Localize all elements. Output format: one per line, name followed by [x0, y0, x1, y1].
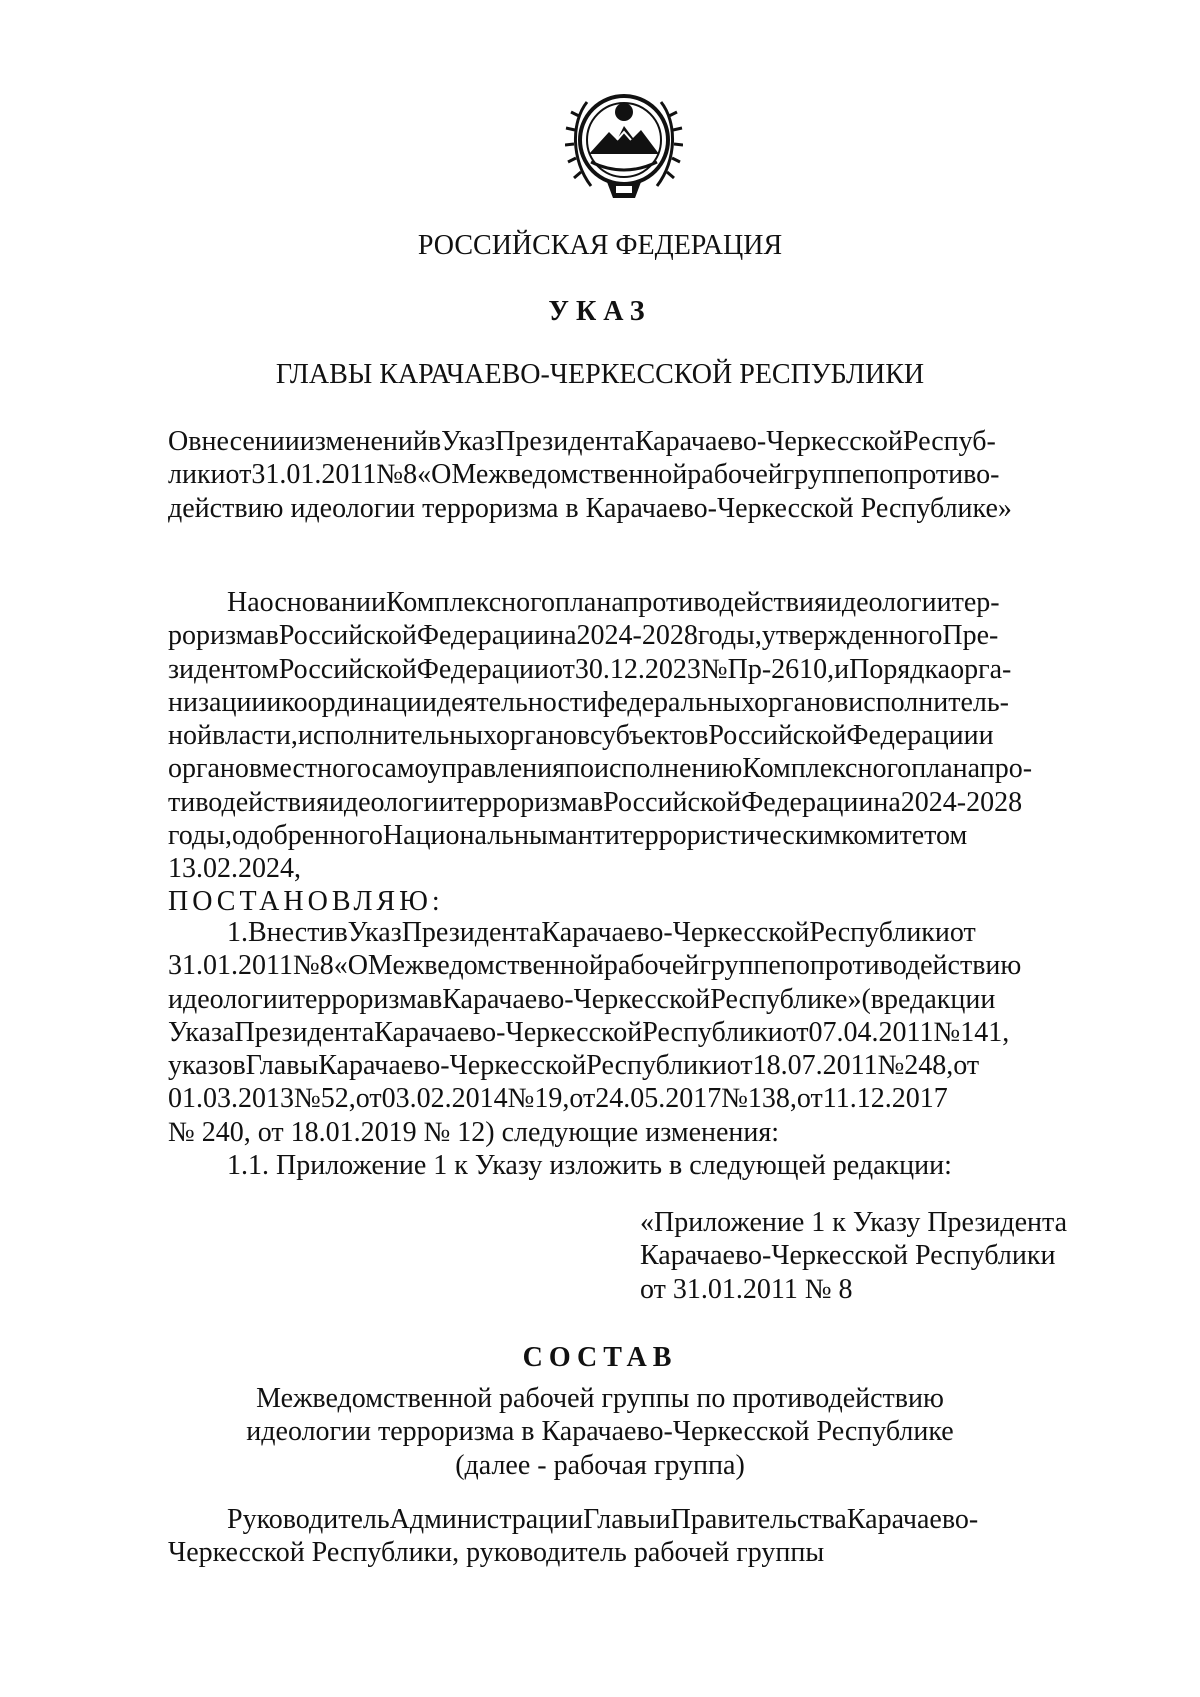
- appendix-approval-stamp: [640, 1206, 1067, 1306]
- basis-line: роризмавРоссийскойФедерациина2024-2028годы,утвержденногоПре-: [168, 620, 999, 652]
- basis-line: зидентомРоссийскойФедерацииот30.12.2023№Пр-2610,иПорядкаорга-: [168, 653, 1012, 685]
- basis-line: органовместногосамоуправленияпоисполнениюКомплексногопланапро-: [168, 753, 1033, 785]
- country-heading: РОССИЙСКАЯ ФЕДЕРАЦИЯ: [417, 230, 783, 261]
- group-head-entry: [168, 1503, 1083, 1570]
- title-line: ОвнесенииизмененийвУказПрезидентаКарачаево-ЧеркесскойРеспуб-: [168, 426, 996, 457]
- composition-subtitle-line: идеологии терроризма в Карачаево-Черкесской Республике: [246, 1416, 954, 1448]
- item-line: 1.ВнестивУказПрезидентаКарачаево-ЧеркесскойРеспубликиот: [227, 917, 976, 948]
- group-head-line: РуководительАдминистрацииГлавыиПравительстваКарачаево-: [227, 1504, 979, 1535]
- item-line: № 240, от 18.01.2019 № 12) следующие изменения:: [168, 1116, 780, 1148]
- approval-line: «Приложение 1 к Указу Президента: [640, 1207, 1068, 1238]
- document-title: [168, 425, 1083, 525]
- group-head-line: Черкесской Республики, руководитель рабочей группы: [168, 1537, 825, 1569]
- item-line: УказаПрезидентаКарачаево-ЧеркесскойРеспубликиот07.04.2011№141,: [168, 1016, 1010, 1048]
- basis-paragraph: [168, 586, 1083, 886]
- item-line: идеологиитерроризмавКарачаево-ЧеркесскойРеспублике»(вредакции: [168, 983, 996, 1015]
- basis-line: нойвласти,исполнительныхоргановсубъектовРоссийскойФедерациии: [168, 720, 994, 752]
- item-line: 01.03.2013№52,от03.02.2014№19,от24.05.2017№138,от11.12.2017: [168, 1083, 948, 1115]
- decree-word: ПОСТАНОВЛЯЮ:: [168, 886, 444, 917]
- item-line: 1.1. Приложение 1 к Указу изложить в следующей редакции:: [227, 1150, 952, 1182]
- decree-items: [168, 916, 1083, 1182]
- document-type-heading: УКАЗ: [548, 296, 652, 327]
- basis-line: 13.02.2024,: [168, 853, 301, 885]
- coat-of-arms-icon: [565, 82, 683, 212]
- composition-subtitle-line: (далее - рабочая группа): [455, 1449, 745, 1481]
- composition-heading: СОСТАВ: [522, 1342, 678, 1373]
- item-line: указовГлавыКарачаево-ЧеркесскойРеспубликиот18.07.2011№248,от: [168, 1050, 980, 1082]
- composition-subtitle: [0, 1382, 1200, 1482]
- basis-line: НаоснованииКомплексногопланапротиводействияидеологиитер-: [227, 587, 1000, 618]
- approval-line: Карачаево-Черкесской Республики: [640, 1240, 1056, 1272]
- basis-line: тиводействияидеологиитерроризмавРоссийскойФедерациина2024-2028: [168, 786, 1023, 818]
- title-line: ликиот31.01.2011№8«ОМежведомственнойрабочейгруппепопротиво-: [168, 459, 1000, 491]
- item-line: 31.01.2011№8«ОМежведомственнойрабочейгруппепопротиводействию: [168, 950, 1022, 982]
- issuer-heading: ГЛАВЫ КАРАЧАЕВО-ЧЕРКЕССКОЙ РЕСПУБЛИКИ: [275, 359, 925, 390]
- approval-line: от 31.01.2011 № 8: [640, 1273, 853, 1305]
- basis-line: годы,одобренногоНациональнымантитеррористическимкомитетом: [168, 820, 968, 852]
- title-line: действию идеологии терроризма в Карачаево-Черкесской Республике»: [168, 492, 1012, 524]
- composition-subtitle-line: Межведомственной рабочей группы по противодействию: [256, 1383, 944, 1414]
- basis-line: низацииикоординациидеятельностифедеральныхоргановисполнитель-: [168, 686, 1009, 718]
